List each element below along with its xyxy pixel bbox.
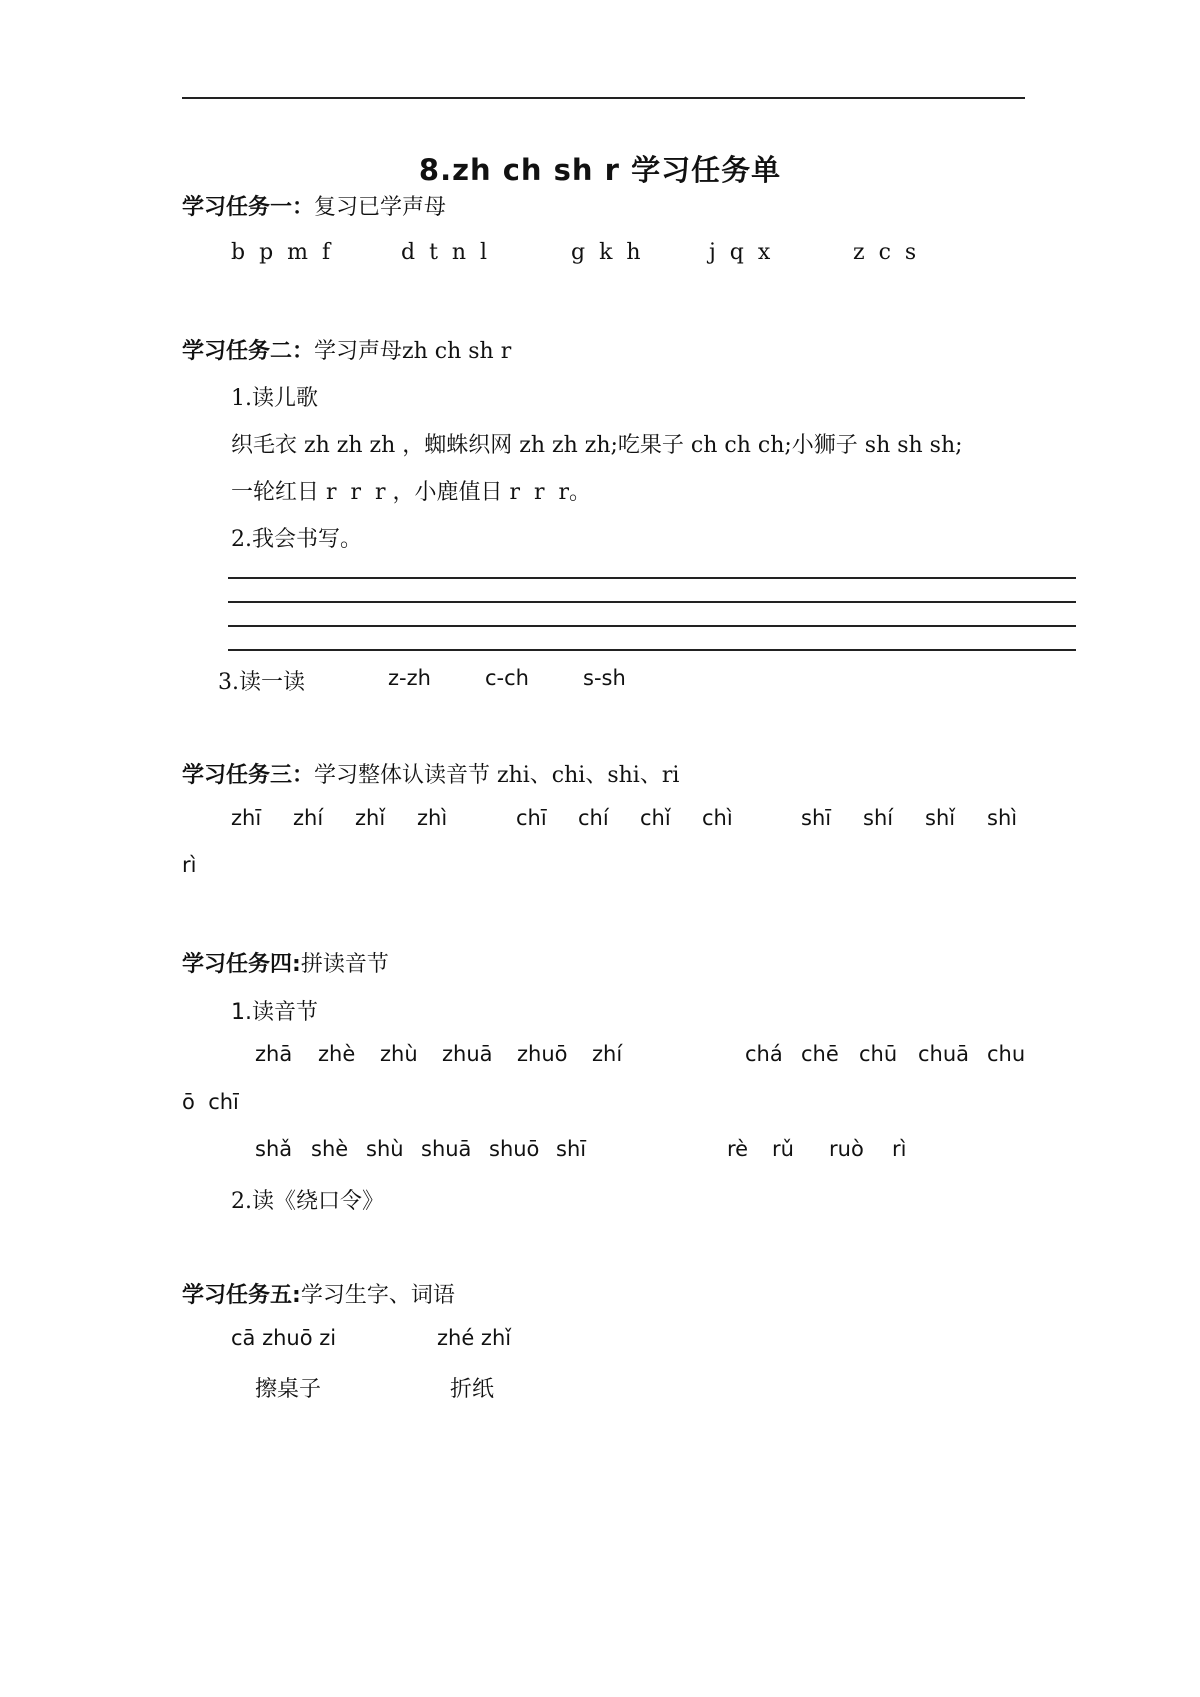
syllable-chi1: chī <box>516 806 547 830</box>
task3-heading <box>182 758 679 789</box>
syl-wrap-end: ō chī <box>182 1090 239 1114</box>
syllable-zhi4: zhì <box>417 806 448 830</box>
word-zhe-zhi: 折纸 <box>450 1377 495 1402</box>
task5-heading <box>182 1278 455 1309</box>
writing-line-4 <box>228 649 1076 651</box>
pinyin-ca-zhuo-zi: cā zhuō zi <box>231 1326 337 1350</box>
syl-chua: chuā <box>918 1042 970 1066</box>
syl-ri: rì <box>892 1137 907 1161</box>
task4-heading <box>182 947 389 978</box>
syl-she: shè <box>311 1137 349 1161</box>
syllable-shi2: shí <box>863 806 894 830</box>
syllable-shi1: shī <box>801 806 832 830</box>
syl-zhe: zhè <box>318 1042 356 1066</box>
writing-line-3 <box>228 625 1076 627</box>
syl-ru: rǔ <box>772 1137 794 1161</box>
syl-ruo: ruò <box>829 1137 864 1161</box>
writing-line-1 <box>228 577 1076 579</box>
task2-item-read: 3.读一读 <box>218 670 305 695</box>
header-rule <box>182 97 1025 99</box>
task4-item-read-syllables <box>231 995 318 1026</box>
syllable-shi4: shì <box>987 806 1018 830</box>
word-ca-zhuo-zi: 擦桌子 <box>255 1377 322 1402</box>
task5-heading-label: 学习任务五: <box>182 1283 301 1308</box>
task3-heading-label: 学习任务三： <box>182 763 315 788</box>
task2-heading-label: 学习任务二： <box>182 339 315 364</box>
task1-heading-label: 学习任务一： <box>182 195 315 220</box>
task2-heading-text: 学习声母zh ch sh r <box>314 339 512 364</box>
syl-shua: shuā <box>421 1137 472 1161</box>
task1-heading-text: 复习已学声母 <box>314 195 447 220</box>
syl-shuo: shuō <box>489 1137 540 1161</box>
syl-zhu: zhù <box>380 1042 418 1066</box>
syllable-zhi1: zhī <box>231 806 262 830</box>
task4-heading-text: 拼读音节 <box>300 952 389 977</box>
syl-shu: shù <box>366 1137 404 1161</box>
task1-group-dtnl: d t n l <box>401 240 488 265</box>
task4-heading-label: 学习任务四: <box>182 952 301 977</box>
syllable-chi3: chǐ <box>640 806 671 830</box>
syl-zha: zhā <box>255 1042 293 1066</box>
task4-item-read-syllables-text: 1.读音节 <box>231 1000 318 1025</box>
syl-zhua: zhuā <box>442 1042 493 1066</box>
syl-shi: shī <box>556 1137 587 1161</box>
task1-group-zcs: z c s <box>853 240 917 265</box>
syllable-shi3: shǐ <box>925 806 956 830</box>
task1-group-bpmf: b p m f <box>231 240 331 265</box>
syllable-zhi3: zhǐ <box>355 806 386 830</box>
syl-zhuo: zhuō <box>517 1042 568 1066</box>
syllable-ri: rì <box>182 853 197 877</box>
task4-item-tongue-twister: 2.读《绕口令》 <box>231 1189 384 1214</box>
syllable-chi2: chí <box>578 806 609 830</box>
syllable-chi4: chì <box>702 806 733 830</box>
pair-z-zh: z-zh <box>388 666 431 690</box>
task2-rhyme-line-1: 织毛衣 zh zh zh ，蜘蛛织网 zh zh zh;吃果子 ch ch ch;小狮子 sh sh sh; <box>231 433 963 458</box>
syl-chu: chū <box>859 1042 898 1066</box>
syllable-zhi2: zhí <box>293 806 324 830</box>
writing-line-2 <box>228 601 1076 603</box>
page-title: 8.zh ch sh r 学习任务单 <box>418 153 782 187</box>
task2-item-writing: 2.我会书写。 <box>231 527 362 552</box>
task1-group-jqx: j q x <box>709 240 771 265</box>
task2-heading <box>182 334 511 365</box>
task5-heading-text: 学习生字、词语 <box>300 1283 455 1308</box>
pair-s-sh: s-sh <box>583 666 626 690</box>
pinyin-zhe-zhi: zhé zhǐ <box>437 1326 512 1350</box>
task1-heading <box>182 190 446 221</box>
task3-heading-text: 学习整体认读音节 zhi、chi、shi、ri <box>314 763 680 788</box>
syl-cha: chá <box>745 1042 783 1066</box>
syl-zhi: zhí <box>592 1042 623 1066</box>
pair-c-ch: c-ch <box>485 666 529 690</box>
syl-che: chē <box>801 1042 839 1066</box>
task2-rhyme-line-2: 一轮红日 r r r ，小鹿值日 r r r。 <box>231 480 592 505</box>
task1-group-gkh: g k h <box>571 240 641 265</box>
syl-re: rè <box>727 1137 749 1161</box>
syl-sha: shǎ <box>255 1137 293 1161</box>
syl-chu-wrap-start: chu <box>987 1042 1026 1066</box>
task2-item-read-rhyme: 1.读儿歌 <box>231 386 318 411</box>
